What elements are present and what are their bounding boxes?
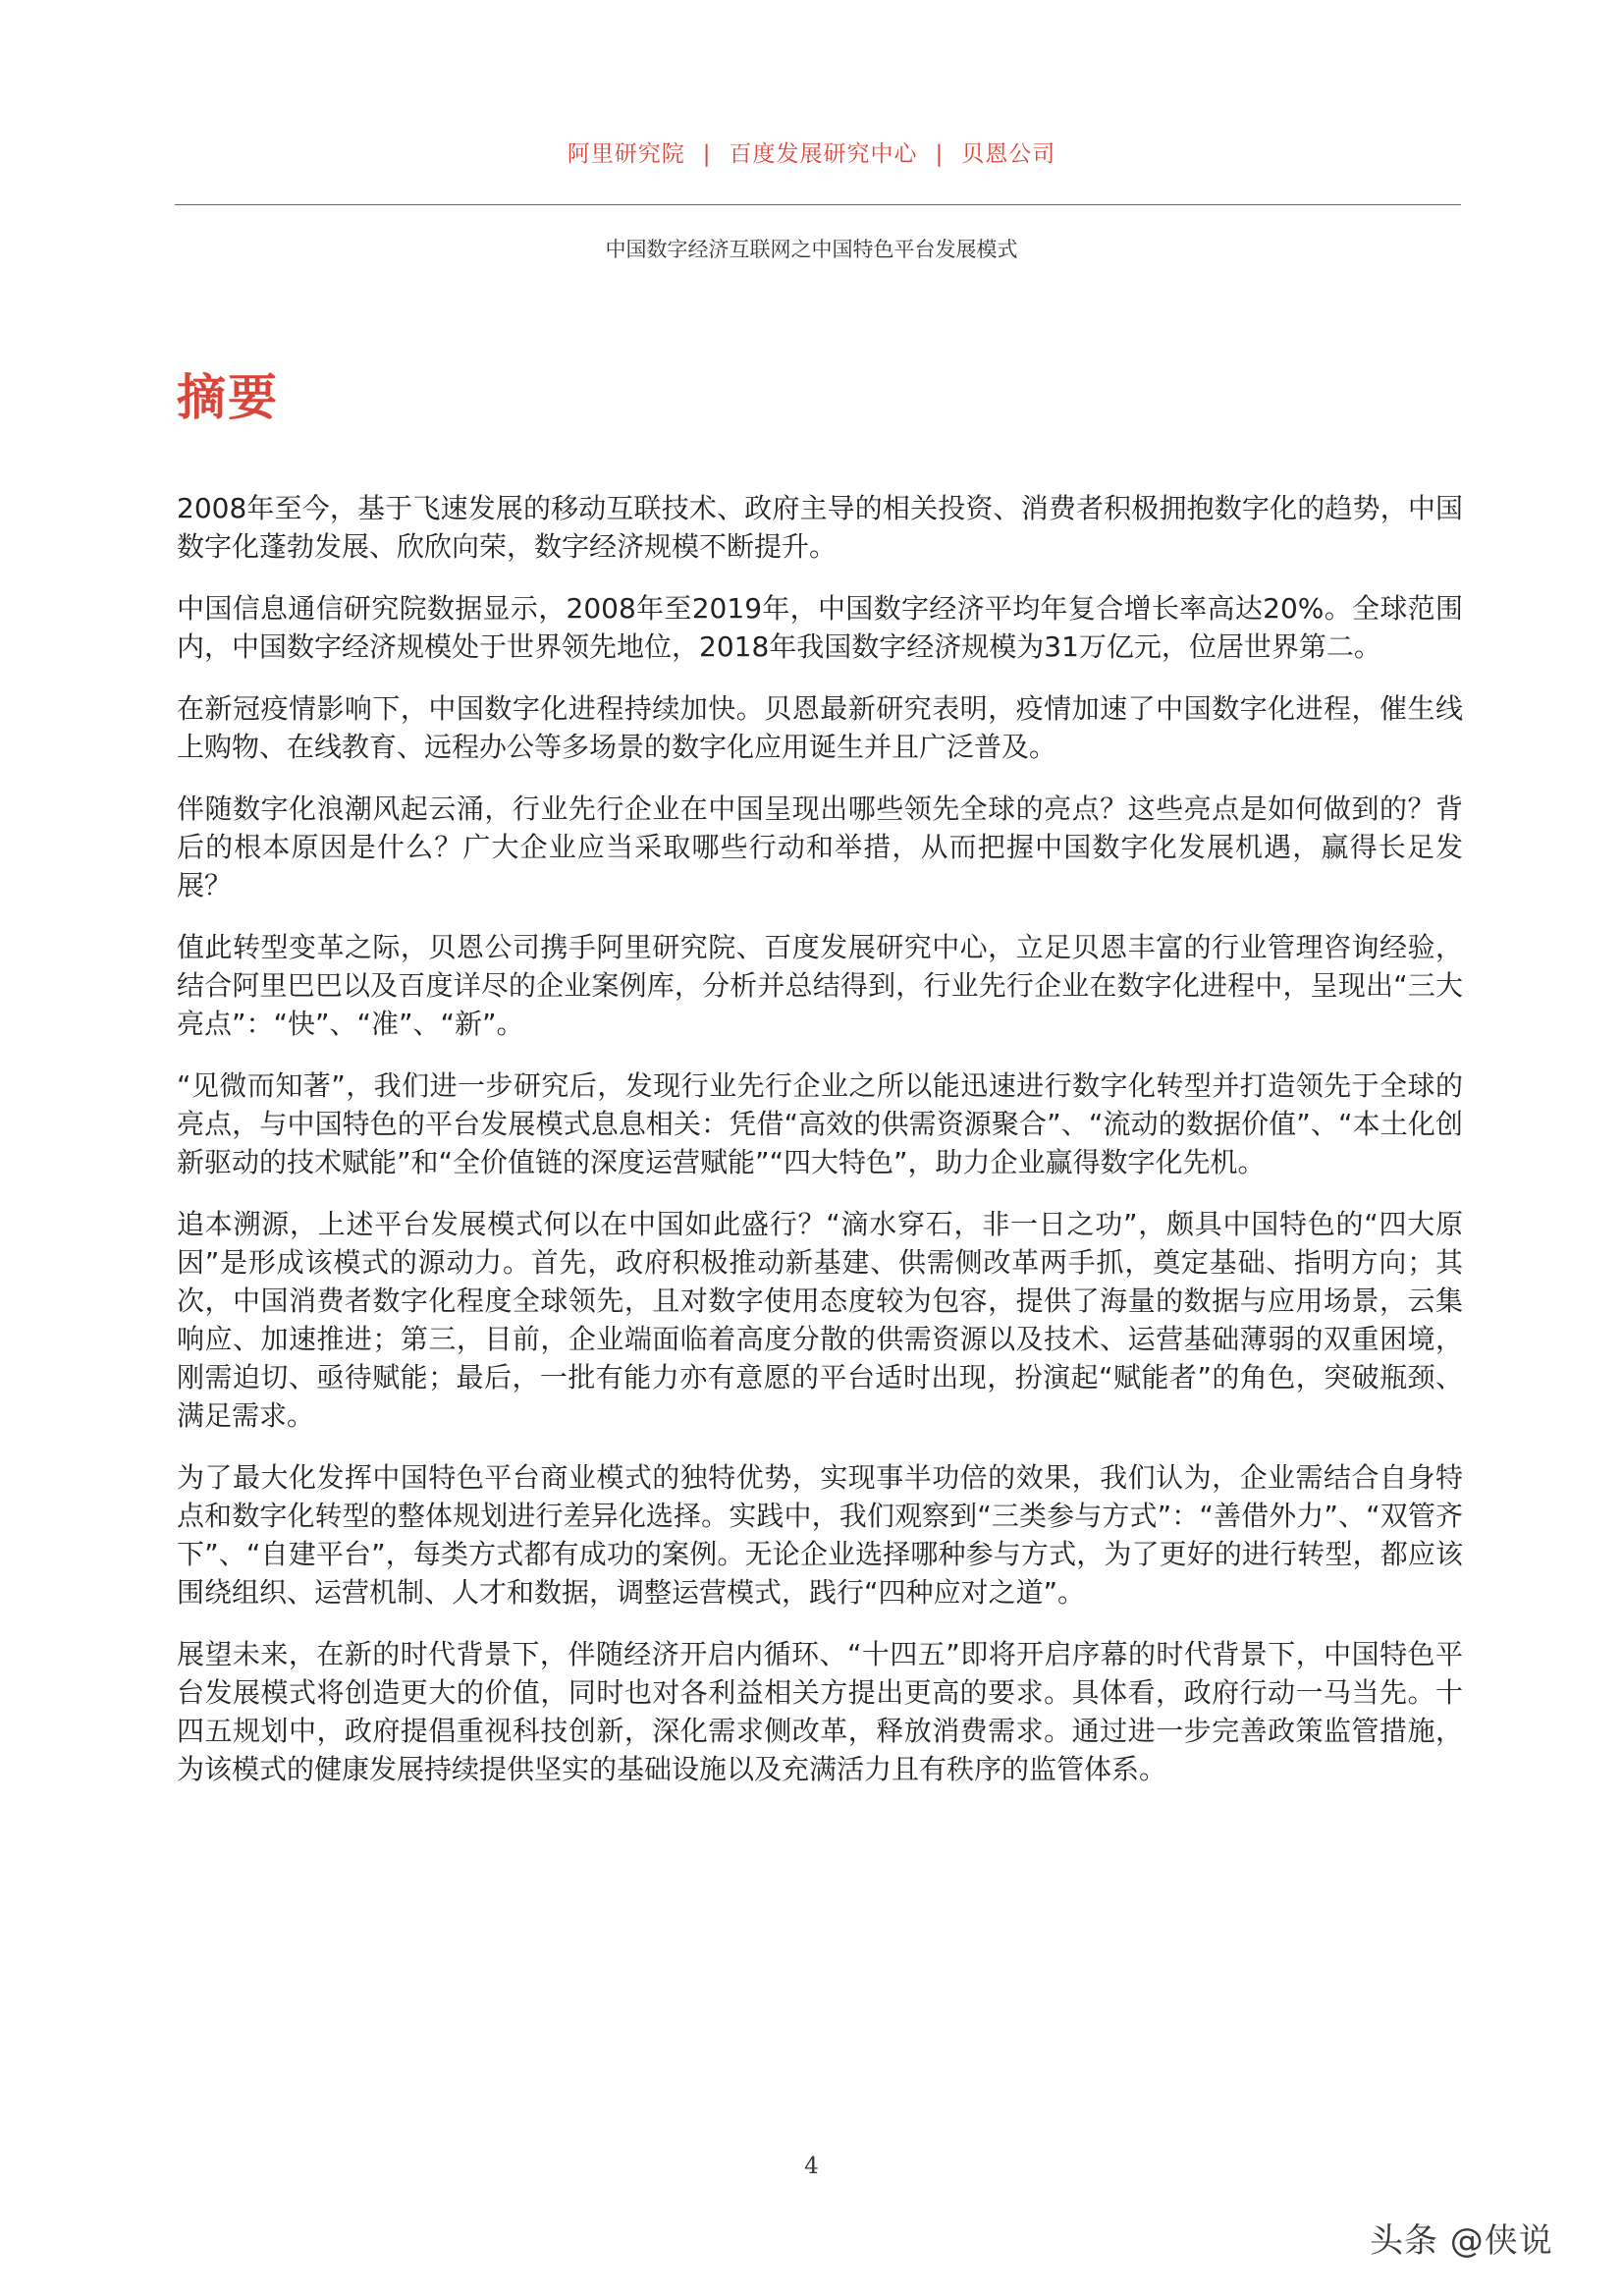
watermark: 头条 @侠说: [1370, 2221, 1553, 2261]
paragraph: 伴随数字化浪潮风起云涌，行业先行企业在中国呈现出哪些领先全球的亮点？这些亮点是如何做到的？背后的根本原因是什么？广大企业应当采取哪些行动和举措，从而把握中国数字化发展机遇，赢得长足发展？: [177, 793, 1463, 902]
paragraph: 在新冠疫情影响下，中国数字化进程持续加快。贝恩最新研究表明，疫情加速了中国数字化进程，催生线上购物、在线教育、远程办公等多场景的数字化应用诞生并且广泛普及。: [177, 692, 1463, 763]
paragraph: 为了最大化发挥中国特色平台商业模式的独特优势，实现事半功倍的效果，我们认为，企业需结合自身特点和数字化转型的整体规划进行差异化选择。实践中，我们观察到“三类参与方式”：“善借外力”、“双管齐下”、“自建平台”，每类方式都有成功的案例。无论企业选择哪种参与方式，为了更好的进行转型，都应该围绕组织、运营机制、人才和数据，调整运营模式，践行“四种应对之道”。: [177, 1461, 1463, 1609]
header-separator: |: [702, 141, 712, 167]
paragraph: 中国信息通信研究院数据显示，2008年至2019年，中国数字经济平均年复合增长率高达20%。全球范围内，中国数字经济规模处于世界领先地位，2018年我国数字经济规模为31万亿元，位居世界第二。: [177, 592, 1463, 663]
header-organizations: [0, 136, 1623, 168]
document-subtitle: 中国数字经济互联网之中国特色平台发展模式: [605, 238, 1018, 261]
paragraph: 展望未来，在新的时代背景下，伴随经济开启内循环、“十四五”即将开启序幕的时代背景下，中国特色平台发展模式将创造更大的价值，同时也对各利益相关方提出更高的要求。具体看，政府行动一马当先。十四五规划中，政府提倡重视科技创新，深化需求侧改革，释放消费需求。通过进一步完善政策监管措施，为该模式的健康发展持续提供坚实的基础设施以及充满活力且有秩序的监管体系。: [177, 1638, 1463, 1785]
header-org-bain: 贝恩公司: [961, 141, 1056, 167]
summary-body: [177, 489, 1463, 1812]
paragraph: 追本溯源，上述平台发展模式何以在中国如此盛行？“滴水穿石，非一日之功”，颇具中国特色的“四大原因”是形成该模式的源动力。首先，政府积极推动新基建、供需侧改革两手抓，奠定基础、指明方向；其次，中国消费者数字化程度全球领先，且对数字使用态度较为包容，提供了海量的数据与应用场景，云集响应、加速推进；第三，目前，企业端面临着高度分散的供需资源以及技术、运营基础薄弱的双重困境，刚需迫切、亟待赋能；最后，一批有能力亦有意愿的平台适时出现，扮演起“赋能者”的角色，突破瓶颈、满足需求。: [177, 1208, 1463, 1432]
paragraph: 2008年至今，基于飞速发展的移动互联技术、政府主导的相关投资、消费者积极拥抱数字化的趋势，中国数字化蓬勃发展、欣欣向荣，数字经济规模不断提升。: [177, 492, 1463, 563]
header-divider: [175, 204, 1461, 205]
header-org-alibaba-research: 阿里研究院: [567, 141, 685, 167]
paragraph: 值此转型变革之际，贝恩公司携手阿里研究院、百度发展研究中心，立足贝恩丰富的行业管理咨询经验，结合阿里巴巴以及百度详尽的企业案例库，分析并总结得到，行业先行企业在数字化进程中，呈现出“三大亮点”：“快”、“准”、“新”。: [177, 931, 1463, 1040]
header-org-baidu-research: 百度发展研究中心: [729, 141, 918, 167]
paragraph: “见微而知著”，我们进一步研究后，发现行业先行企业之所以能迅速进行数字化转型并打造领先于全球的亮点，与中国特色的平台发展模式息息相关：凭借“高效的供需资源聚合”、“流动的数据价值”、“本土化创新驱动的技术赋能”和“全价值链的深度运营赋能”“四大特色”，助力企业赢得数字化先机。: [177, 1069, 1463, 1178]
page-number: 4: [804, 2154, 819, 2179]
section-title: 摘要: [177, 369, 279, 426]
header-separator: |: [935, 141, 945, 167]
